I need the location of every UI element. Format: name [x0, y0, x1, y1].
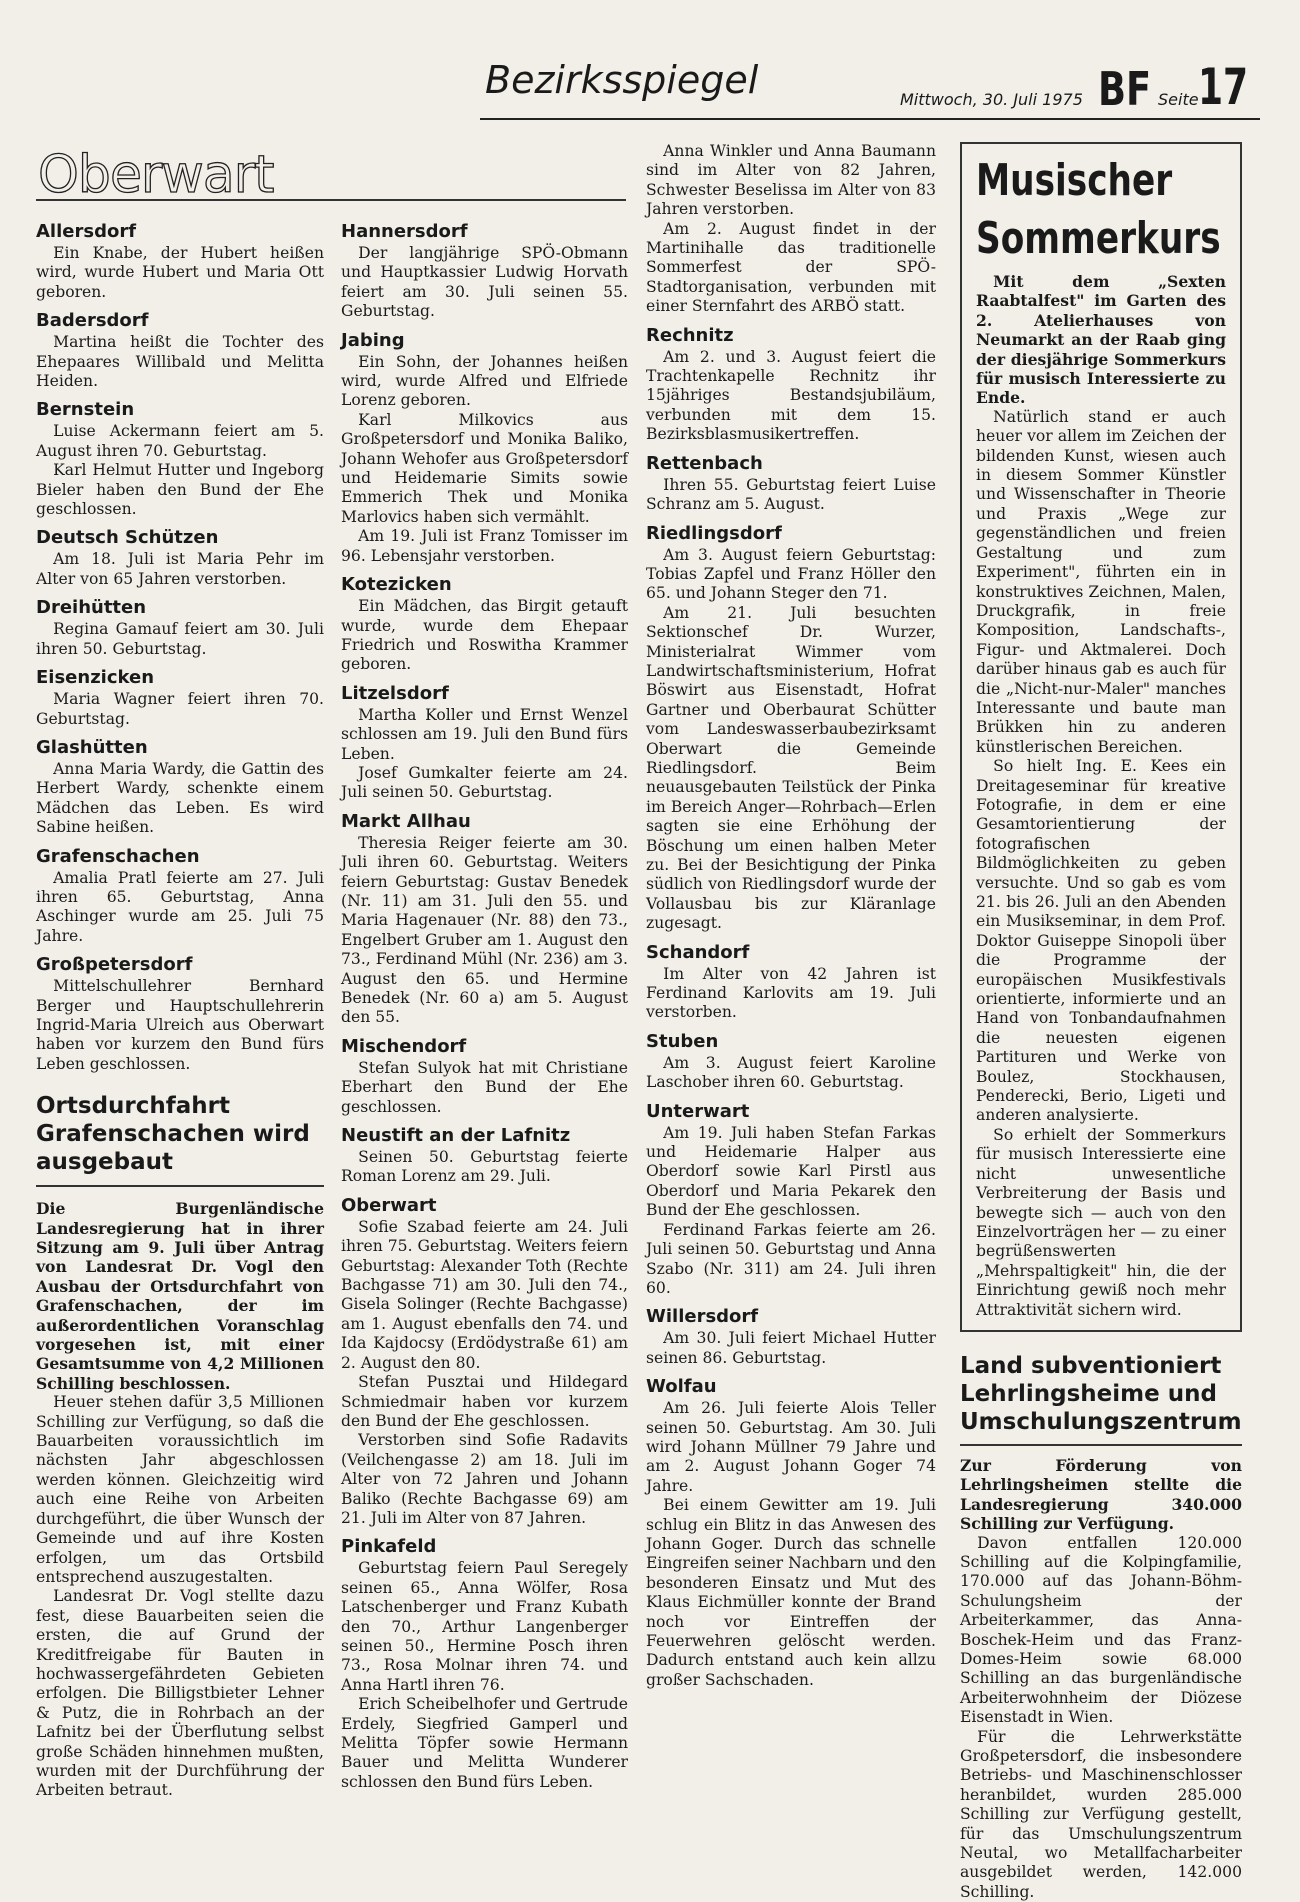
locality-heading: Neustift an der Lafnitz	[341, 1125, 571, 1147]
notices-col3	[646, 142, 936, 1690]
notice-paragraph: Am 21. Juli besuchten Sektionschef Dr. Wurzer, Ministerialrat Wimmer vom Landwirtschaftsministerium, Hofrat Böswirt aus Eisenstadt, Hofrat Gartner und Oberbaurat Schütter vom Landeswasserbaubezirksamt Oberwart die Gemeinde Riedlingsdorf. Beim neuausgebauten Teilstück der Pinka im Bereich Anger—Rohrbach—Erlen sagten sie eine Erhöhung der Böschung um einen halben Meter zu. Bei der Besichtigung der Pinka südlich von Riedlingsdorf wurde der Vollausbau bis zur Kläranlage zugesagt.	[646, 603, 936, 933]
notice-paragraph: Am 2. und 3. August feiert die Trachtenkapelle Rechnitz ihr 15jähriges Bestandsjubiläum, verbunden mit dem 15. Bezirksblasmusikertreffen.	[646, 347, 936, 444]
locality-heading: Rettenbach	[646, 452, 763, 474]
feature-lead: Die Burgenländische Landesregierung hat in ihrer Sitzung am 9. Juli über Antrag von Landesrat Dr. Vogl den Ausbau der Ortsdurchfahrt von Grafenschachen, der im außerordentlichen Voranschlag vorgesehen ist, mit einer Gesamtsumme von 4,2 Millionen Schilling beschlossen.	[36, 1199, 324, 1393]
notice-paragraph: Stefan Pusztai und Hildegard Schmiedmair haben vor kurzem den Bund der Ehe geschlossen.	[341, 1373, 628, 1430]
article-paragraph: Für die Lehrwerkstätte Großpetersdorf, die insbesondere Betriebs- und Maschinenschlosser heranbildet, wurden 285.000 Schilling zur Verfügung gestellt, für das Umschulungszentrum Neutal, wo Metallfacharbeiter ausgebildet werden, 142.000 Schilling.	[960, 1727, 1242, 1901]
article-paragraph: Landesrat Dr. Vogl stellte dazu fest, diese Bauarbeiten seien die ersten, die auf Grund der Kreditfreigabe für Bauten in hochwassergefährdeten Gebieten erfolgen. Die Billigstbieter Lehner & Putz, die in Rohrbach an der Lafnitz bei der Überflutung selbst große Schäden hinnehmen mußten, wurden mit der Durchführung der Arbeiten betraut.	[36, 1587, 324, 1800]
article-paragraph: Heuer stehen dafür 3,5 Millionen Schilling zur Verfügung, so daß die Bauarbeiten voraussichtlich im nächsten Jahr abgeschlossen werden können. Gleichzeitig wird auch eine Reihe von Arbeiten durchgeführt, die über Wunsch der Gemeinde und auf ihre Kosten erfolgen, um das Ortsbild entsprechend auszugestalten.	[36, 1393, 324, 1586]
notice-paragraph: Bei einem Gewitter am 19. Juli schlug ein Blitz in das Anwesen des Johann Goger. Durch das schnelle Eingreifen seiner Nachbarn und den besonderen Einsatz und Mut des Klaus Eichmüller konnte der Brand noch vor Eintreffen der Feuerwehren gelöscht werden. Dadurch entstand auch kein allzu großer Sachschaden.	[646, 1496, 936, 1689]
notice-paragraph: Mittelschullehrer Bernhard Berger und Hauptschullehrerin Ingrid-Maria Ulreich aus Oberwart haben vor kurzem den Bund fürs Leben geschlossen.	[36, 977, 324, 1073]
notice-paragraph: Anna Winkler und Anna Baumann sind im Alter von 82 Jahren, Schwester Beselissa im Alter von 83 Jahren verstorben.	[646, 142, 936, 219]
locality-heading: Litzelsdorf	[341, 682, 449, 704]
locality-heading: Willersdorf	[646, 1306, 759, 1328]
notice-paragraph: Amalia Pratl feierte am 27. Juli ihren 65. Geburtstag, Anna Aschinger wurde am 25. Juli 75 Jahre.	[36, 868, 324, 945]
notice-paragraph: Karl Milkovics aus Großpetersdorf und Monika Baliko, Johann Wehofer aus Großpetersdorf und Heidemarie Simits sowie Emmerich Thek und Monika Marlovics haben sich vermählt.	[341, 410, 628, 526]
locality-heading: Badersdorf	[36, 310, 149, 332]
locality-heading: Jabing	[341, 329, 405, 351]
locality-heading: Eisenzicken	[36, 667, 155, 689]
locality-heading: Schandorf	[646, 941, 750, 963]
column-2	[341, 213, 628, 1792]
article-paragraph: Davon entfallen 120.000 Schilling auf die Kolpingfamilie, 170.000 auf das Johann-Böhm-Schulungsheim der Arbeiterkammer, das Anna-Boschek-Heim und das Franz-Domes-Heim sowie 68.000 Schilling an das burgenländische Arbeiterwohnheim der Diözese Eisenstadt in Wien.	[960, 1533, 1242, 1727]
locality-heading: Wolfau	[646, 1376, 717, 1398]
locality-heading: Stuben	[646, 1030, 719, 1052]
locality-heading: Allersdorf	[36, 221, 137, 242]
notice-paragraph: Am 2. August findet in der Martinihalle das traditionelle Sommerfest der SPÖ-Stadtorganisation, verbunden mit einer Sternfahrt des ARBÖ statt.	[646, 219, 936, 316]
district-rule	[36, 199, 626, 201]
locality-heading: Glashütten	[36, 736, 148, 758]
notices-col1	[36, 220, 324, 1074]
notices-col2	[341, 220, 628, 1792]
notice-paragraph: Martha Koller und Ernst Wenzel schlossen am 19. Juli den Bund fürs Leben.	[341, 705, 628, 763]
notice-paragraph: Am 30. Juli feiert Michael Hutter seinen 86. Geburtstag.	[646, 1329, 936, 1367]
notice-paragraph: Am 19. Juli ist Franz Tomisser im 96. Lebensjahr verstorben.	[341, 527, 628, 565]
locality-heading: Riedlingsdorf	[646, 522, 782, 544]
notice-paragraph: Maria Wagner feiert ihren 70. Geburtstag.	[36, 690, 324, 728]
notice-paragraph: Am 26. Juli feierte Alois Teller seinen 50. Geburtstag. Am 30. Juli wird Johann Müllner 79 Jahre und am 2. August Johann Goger 74 Jahre.	[646, 1399, 936, 1495]
newspaper-logo: BF	[1098, 62, 1152, 116]
issue-date: Mittwoch, 30. Juli 1975	[900, 90, 1083, 109]
notice-paragraph: Theresia Reiger feierte am 30. Juli ihren 60. Geburtstag. Weiters feiern Geburtstag: Gustav Benedek (Nr. 11) am 31. Juli den 55. und Maria Hagenauer (Nr. 88) den 73., Engelbert Gruber am 1. August den 73., Ferdinand Mühl (Nr. 236) am 3. August den 65. und Hermine Benedek (Nr. 60 a) am 5. August den 55.	[341, 833, 628, 1027]
article-paragraph: So erhielt der Sommerkurs für musisch Interessierte eine nicht unwesentliche Verbreiterung der Basis und bewegte sich — auch von den Einzelvorträgen her — zu einer begrüßenswerten „Mehrspaltigkeit" hin, die der Einrichtung gewiß noch mehr Attraktivität sichern wird.	[976, 1125, 1226, 1319]
notice-paragraph: Ein Sohn, der Johannes heißen wird, wurde Alfred und Elfriede Lorenz geboren.	[341, 352, 628, 410]
locality-heading: Großpetersdorf	[36, 954, 193, 976]
notice-paragraph: Ein Mädchen, das Birgit getauft wurde, wurde dem Ehepaar Friedrich und Roswitha Krammer geboren.	[341, 597, 628, 674]
section-title: Bezirksspiegel	[485, 58, 759, 102]
page-header	[485, 52, 1249, 118]
notice-paragraph: Der langjährige SPÖ-Obmann und Hauptkassier Ludwig Horvath feiert am 30. Juli seinen 55. Geburtstag.	[341, 244, 628, 321]
locality-heading: Grafenschachen	[36, 845, 200, 867]
locality-heading: Deutsch Schützen	[36, 527, 219, 549]
column-4	[960, 142, 1242, 1902]
feature-article	[36, 1199, 324, 1801]
locality-heading: Markt Allhau	[341, 810, 471, 832]
notice-paragraph: Am 19. Juli haben Stefan Farkas und Heidemarie Halper aus Oberdorf sowie Karl Pirstl aus Oberdorf und Maria Pekarek den Bund der Ehe geschlossen.	[646, 1123, 936, 1220]
locality-heading: Unterwart	[646, 1100, 750, 1122]
notice-paragraph: Ihren 55. Geburtstag feiert Luise Schranz am 5. August.	[646, 475, 936, 514]
article2-lead: Zur Förderung von Lehrlingsheimen stellte die Landesregierung 340.000 Schilling zur Verfügung.	[960, 1455, 1242, 1534]
locality-heading: Kotezicken	[341, 574, 452, 596]
box-title-line-2: Sommerkurs	[976, 213, 1221, 264]
notice-paragraph: Regina Gamauf feiert am 30. Juli ihren 50. Geburtstag.	[36, 620, 324, 658]
notice-paragraph: Ein Knabe, der Hubert heißen wird, wurde Hubert und Maria Ott geboren.	[36, 244, 324, 301]
page-label: Seite	[1158, 90, 1199, 109]
page-number: 17	[1198, 58, 1249, 116]
notice-paragraph: Sofie Szabad feierte am 24. Juli ihren 75. Geburtstag. Weiters feiern Geburtstag: Alexander Toth (Rechte Bachgasse 71) am 30. Juli den 74., Gisela Solinger (Rechte Bachgasse) am 1. August ebenfalls den 74. und Ida Kajdocsy (Erdödystraße 61) am 2. August den 80.	[341, 1217, 628, 1372]
feature-headline: Ortsdurchfahrt Grafenschachen wird ausgebaut	[36, 1092, 324, 1187]
locality-heading: Mischendorf	[341, 1035, 467, 1057]
notice-paragraph: Karl Helmut Hutter und Ingeborg Bieler haben den Bund der Ehe geschlossen.	[36, 461, 324, 519]
notice-paragraph: Luise Ackermann feiert am 5. August ihren 70. Geburtstag.	[36, 422, 324, 460]
locality-heading: Bernstein	[36, 399, 135, 421]
article-paragraph: Natürlich stand er auch heuer vor allem im Zeichen der bildenden Kunst, wiesen auch in diesem Sommer Künstler und Wissenschafter in Theorie und Praxis „Wege zur gegenständlichen und freien Gestaltung und zum Experiment", führten ein in konstruktives Zeichnen, Malen, Druckgrafik, in freie Komposition, Landschafts-, Figur- und Aktmalerei. Doch darüber hinaus gab es auch für die „Nicht-nur-Maler" manches Interessante und baute man Brükken hin zu anderen künstlerischen Bereichen.	[976, 407, 1226, 756]
locality-heading: Hannersdorf	[341, 221, 468, 242]
notice-paragraph: Geburtstag feiern Paul Seregely seinen 65., Anna Wölfer, Rosa Latschenberger und Franz Kubath den 70., Arthur Langenberger seinen 50., Hermine Posch ihren 73., Rosa Molnar ihren 74. und Anna Hartl ihren 76.	[341, 1559, 628, 1694]
article2	[960, 1456, 1242, 1902]
article-paragraph: So hielt Ing. E. Kees ein Dreitageseminar für kreative Fotografie, in dem er eine Gesamtorientierung der fotografischen Bildmöglichkeiten zu geben versuchte. Und so gab es vom 21. bis 26. Juli an den Abenden ein Musikseminar, in dem Prof. Doktor Guiseppe Sinopoli über die Programme der europäischen Musikfestivals orientierte, informierte und an Hand von Tonbandaufnahmen die neuesten eigenen Partituren und Werke von Boulez, Stockhausen, Penderecki, Berio, Ligeti und anderen analysierte.	[976, 757, 1226, 1125]
notice-paragraph: Stefan Sulyok hat mit Christiane Eberhart den Bund der Ehe geschlossen.	[341, 1058, 628, 1116]
sommerkurs-box	[960, 142, 1242, 1332]
box-lead: Mit dem „Sexten Raabtalfest" im Garten des 2. Atelierhauses von Neumarkt an der Raab ging der diesjährige Sommerkurs für musisch Interessierte zu Ende.	[976, 272, 1226, 408]
district-title: Oberwart	[38, 145, 274, 205]
locality-heading: Rechnitz	[646, 324, 734, 346]
notice-paragraph: Martina heißt die Tochter des Ehepaares Willibald und Melitta Heiden.	[36, 333, 324, 391]
notice-paragraph: Im Alter von 42 Jahren ist Ferdinand Karlovits am 19. Juli verstorben.	[646, 964, 936, 1022]
notice-paragraph: Am 18. Juli ist Maria Pehr im Alter von 65 Jahren verstorben.	[36, 550, 324, 588]
notice-paragraph: Anna Maria Wardy, die Gattin des Herbert Wardy, schenkte einem Mädchen das Leben. Es wird Sabine heißen.	[36, 759, 324, 837]
notice-paragraph: Josef Gumkalter feierte am 24. Juli seinen 50. Geburtstag.	[341, 763, 628, 802]
box-title-line-1: Musischer	[976, 155, 1173, 206]
header-rule	[480, 118, 1260, 120]
locality-heading: Pinkafeld	[341, 1536, 437, 1558]
article2-headline: Land subventioniert Lehrlingsheime und Umschulungszentrum	[960, 1352, 1242, 1446]
column-3	[646, 142, 936, 1690]
notice-paragraph: Am 3. August feiert Karoline Laschober ihren 60. Geburtstag.	[646, 1053, 936, 1092]
column-1	[36, 213, 324, 1801]
notice-paragraph: Verstorben sind Sofie Radavits (Veilchengasse 2) am 18. Juli im Alter von 72 Jahren und Johann Baliko (Rechte Bachgasse 69) am 21. Juli im Alter von 87 Jahren.	[341, 1431, 628, 1527]
notice-paragraph: Ferdinand Farkas feierte am 26. Juli seinen 50. Geburtstag und Anna Szabo (Nr. 311) am 24. Juli ihren 60.	[646, 1220, 936, 1297]
notice-paragraph: Seinen 50. Geburtstag feierte Roman Lorenz am 29. Juli.	[341, 1148, 628, 1186]
notice-paragraph: Am 3. August feiern Geburtstag: Tobias Zapfel und Franz Höller den 65. und Johann Steger den 71.	[646, 545, 936, 603]
notice-paragraph: Erich Scheibelhofer und Gertrude Erdely, Siegfried Gamperl und Melitta Töpfer sowie Hermann Bauer und Melitta Wunderer schlossen den Bund fürs Leben.	[341, 1695, 628, 1791]
locality-heading: Oberwart	[341, 1194, 437, 1216]
locality-heading: Dreihütten	[36, 597, 147, 619]
